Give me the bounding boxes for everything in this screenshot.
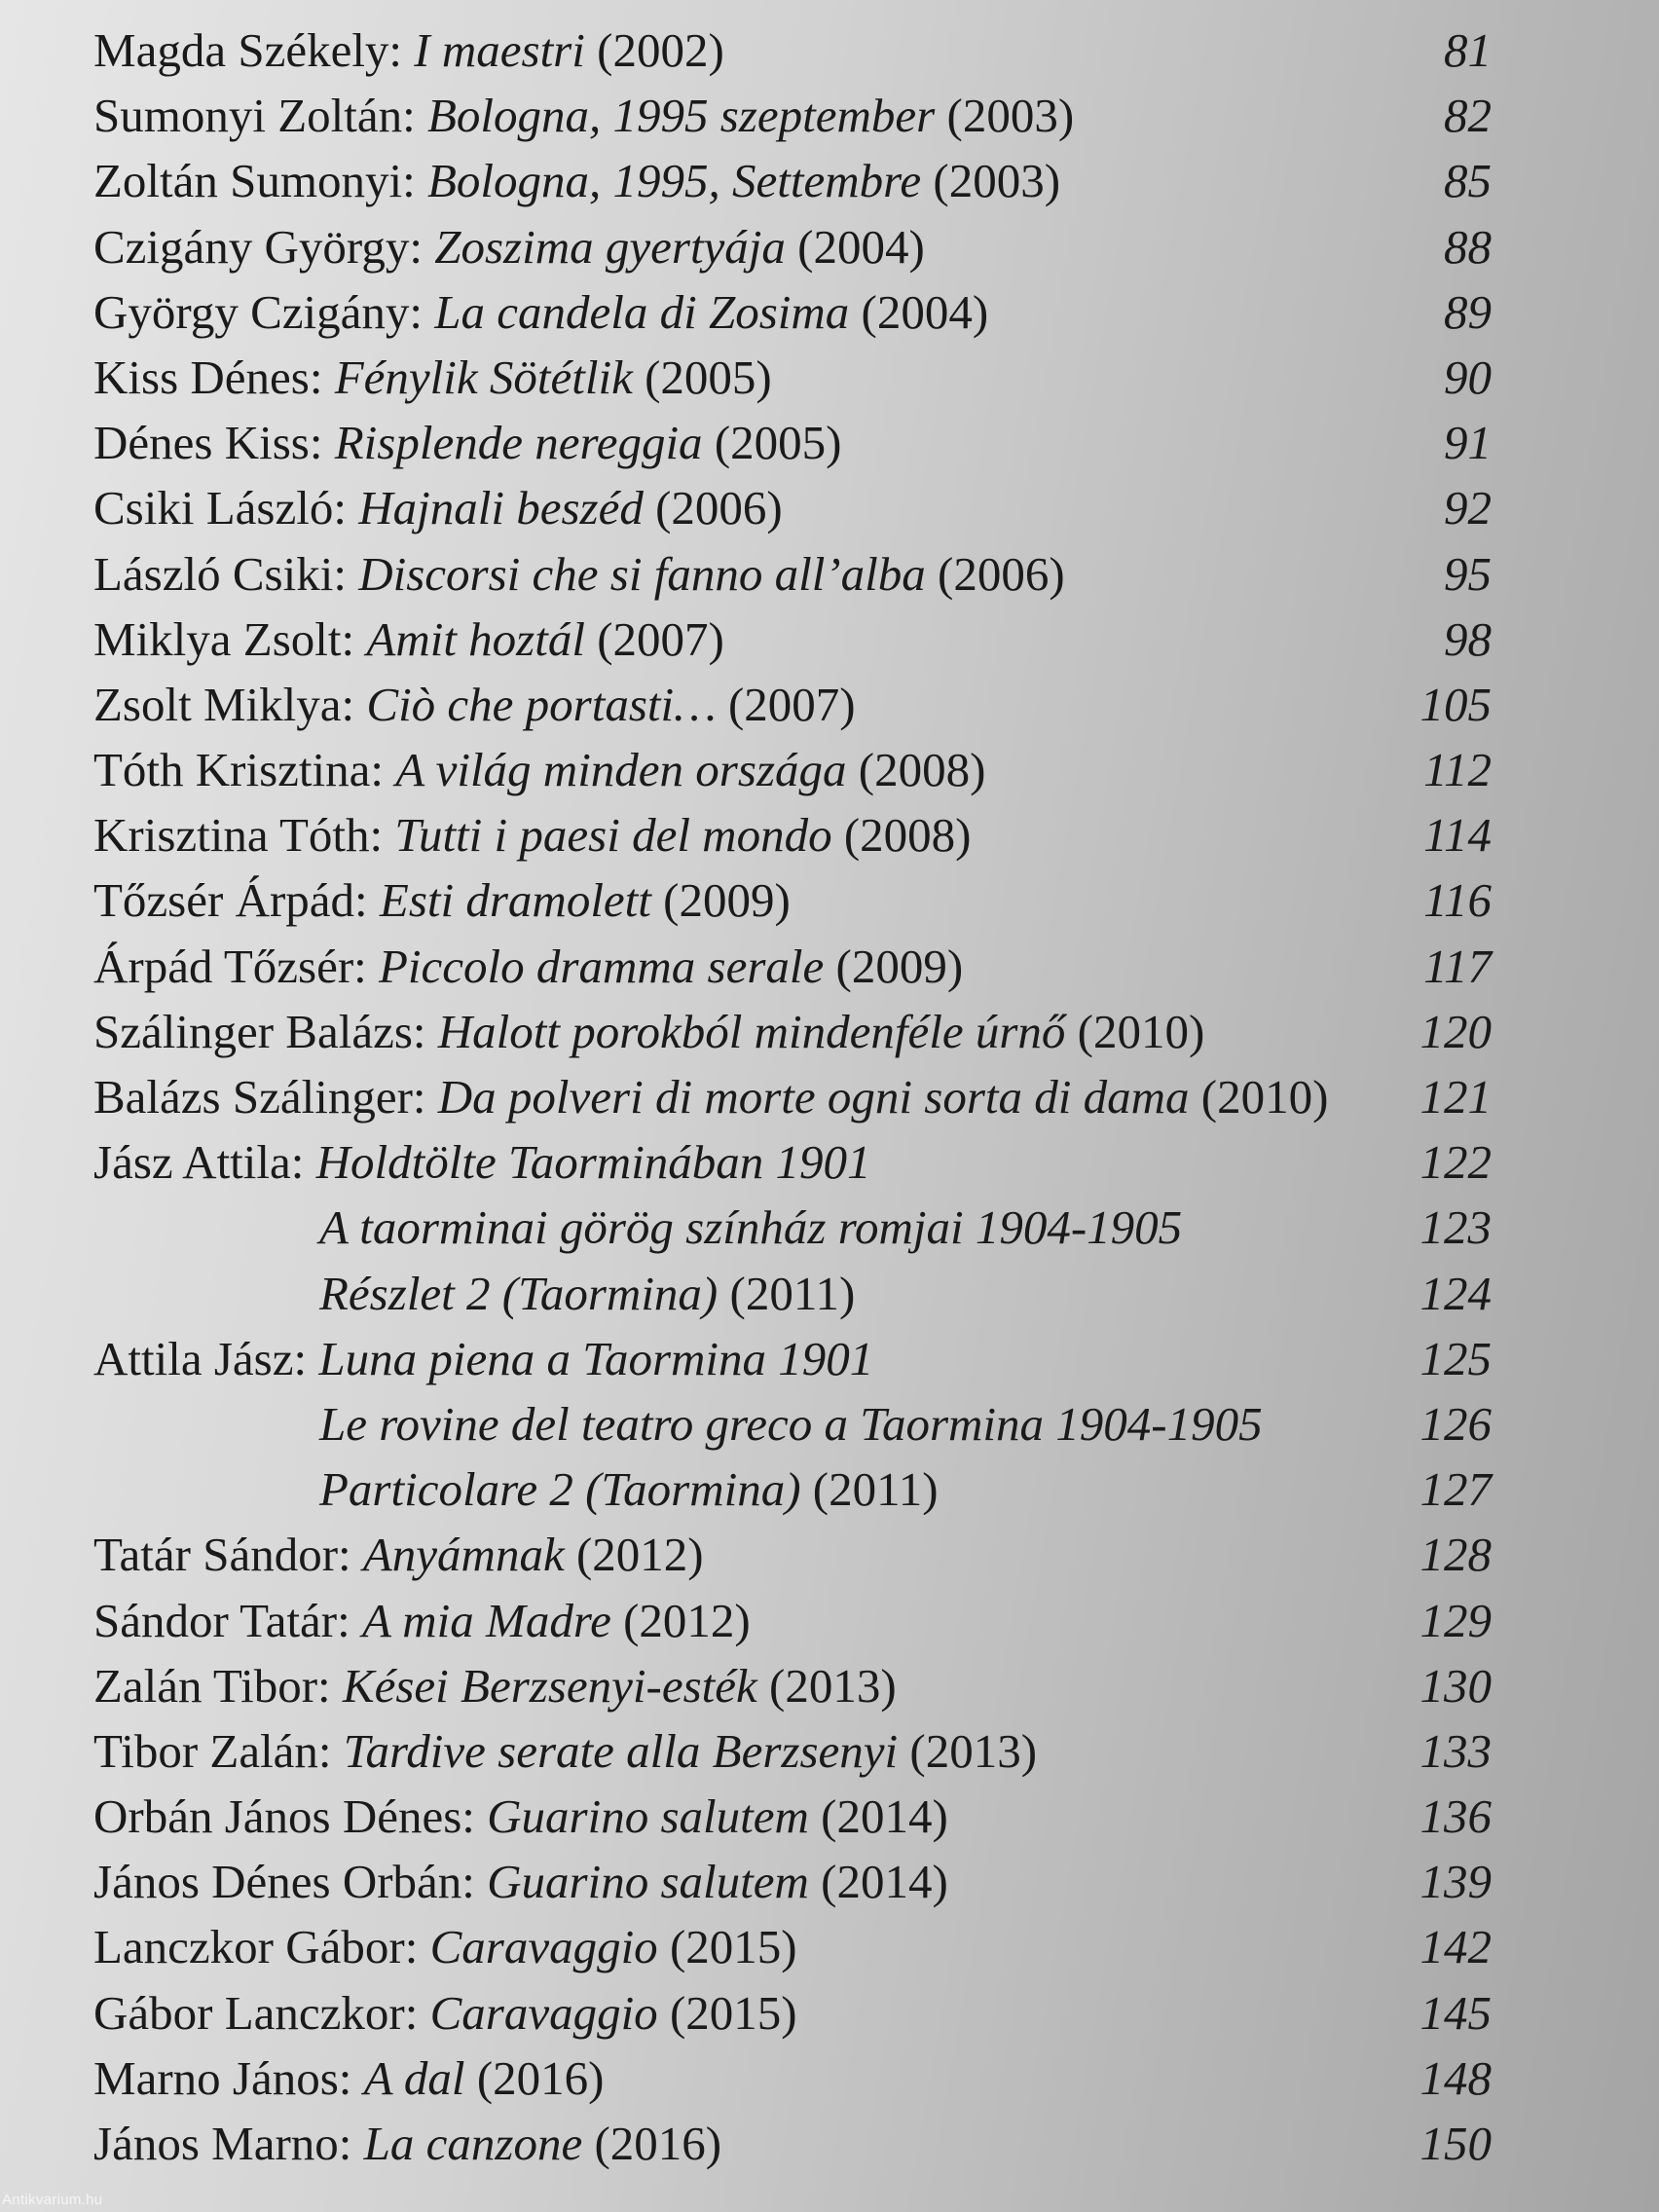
toc-entry bbox=[0, 1326, 1659, 1391]
toc-author: György Czigány: bbox=[93, 284, 435, 339]
toc-year: (2011) bbox=[718, 1266, 856, 1320]
toc-year: (2003) bbox=[935, 89, 1075, 143]
toc-title: Halott porokból mindenféle úrnő bbox=[437, 1004, 1066, 1058]
toc-year: (2016) bbox=[582, 2117, 722, 2170]
toc-year: (2006) bbox=[643, 481, 783, 535]
toc-title: Caravaggio bbox=[429, 1920, 658, 1974]
toc-author: Dénes Kiss: bbox=[93, 416, 335, 470]
toc-year: (2010) bbox=[1065, 1004, 1205, 1058]
toc-entry bbox=[0, 1718, 1659, 1784]
toc-page-number: 125 bbox=[1419, 1331, 1492, 1385]
toc-entry bbox=[0, 18, 1659, 83]
toc-year: (2015) bbox=[657, 1985, 797, 2040]
toc-page-number: 139 bbox=[1419, 1855, 1492, 1909]
toc-author: Szálinger Balázs: bbox=[93, 1004, 438, 1058]
toc-year: (2008) bbox=[831, 808, 972, 863]
toc-entry bbox=[0, 1391, 1659, 1456]
toc-title: A mia Madre bbox=[361, 1593, 611, 1647]
table-of-contents bbox=[0, 18, 1659, 2176]
toc-page-number: 116 bbox=[1423, 873, 1492, 928]
toc-entry-text bbox=[93, 1849, 948, 1914]
toc-entry-text bbox=[93, 148, 1060, 213]
toc-page-number: 127 bbox=[1419, 1462, 1492, 1517]
toc-page-number: 136 bbox=[1419, 1789, 1492, 1844]
toc-entry bbox=[0, 999, 1659, 1064]
toc-title: Hajnali beszéd bbox=[358, 481, 644, 535]
toc-entry-text bbox=[93, 999, 1204, 1064]
toc-page-number: 95 bbox=[1444, 546, 1492, 601]
toc-author: Árpád Tőzsér: bbox=[93, 939, 379, 993]
toc-title: Bologna, 1995, Settembre bbox=[427, 154, 922, 208]
toc-year: (2009) bbox=[824, 939, 964, 993]
toc-page-number: 122 bbox=[1419, 1135, 1492, 1190]
toc-entry-text bbox=[319, 1391, 1263, 1456]
toc-author: Sumonyi Zoltán: bbox=[93, 89, 427, 143]
toc-title: Tutti i paesi del mondo bbox=[394, 808, 832, 863]
toc-entry bbox=[0, 1456, 1659, 1522]
toc-year: (2004) bbox=[849, 284, 989, 339]
toc-author: Magda Székely: bbox=[93, 23, 415, 77]
toc-year: (2002) bbox=[584, 23, 724, 77]
toc-entry bbox=[0, 1914, 1659, 1979]
toc-page-number: 88 bbox=[1444, 219, 1492, 274]
toc-entry bbox=[0, 737, 1659, 802]
toc-author: Krisztina Tóth: bbox=[93, 808, 395, 863]
toc-title: Piccolo dramma serale bbox=[379, 939, 825, 993]
toc-page-number: 142 bbox=[1419, 1920, 1492, 1974]
toc-page-number: 121 bbox=[1419, 1070, 1492, 1124]
toc-page-number: 148 bbox=[1419, 2050, 1492, 2105]
toc-title: Anyámnak bbox=[362, 1528, 565, 1582]
toc-title: La candela di Zosima bbox=[434, 284, 850, 339]
toc-page-number: 114 bbox=[1423, 808, 1492, 863]
toc-page-number: 81 bbox=[1444, 23, 1492, 77]
toc-author: Zsolt Miklya: bbox=[93, 677, 367, 731]
toc-entry-text bbox=[93, 1653, 897, 1718]
toc-entry-text bbox=[93, 1718, 1037, 1784]
toc-page-number: 133 bbox=[1419, 1723, 1492, 1778]
toc-year: (2005) bbox=[702, 416, 842, 470]
toc-author: Jász Attila: bbox=[93, 1135, 316, 1190]
toc-author: Marno János: bbox=[93, 2050, 364, 2105]
toc-entry bbox=[0, 541, 1659, 607]
toc-page-number: 117 bbox=[1423, 939, 1492, 993]
toc-entry-text bbox=[93, 1326, 873, 1391]
toc-entry bbox=[0, 1522, 1659, 1587]
toc-entry bbox=[0, 934, 1659, 999]
toc-entry-text bbox=[93, 1064, 1328, 1129]
toc-entry-text bbox=[93, 1784, 948, 1849]
toc-entry-text bbox=[93, 1522, 704, 1587]
toc-title: Da polveri di morte ogni sorta di dama bbox=[437, 1070, 1190, 1124]
toc-title: La canzone bbox=[363, 2117, 583, 2170]
toc-entry bbox=[0, 1588, 1659, 1653]
toc-title: Le rovine del teatro greco a Taormina 1904-1905 bbox=[319, 1396, 1263, 1451]
toc-entry-text bbox=[93, 1588, 751, 1653]
toc-title: Zoszima gyertyája bbox=[434, 219, 786, 274]
toc-title: Részlet 2 (Taormina) bbox=[319, 1266, 719, 1320]
toc-author: Balázs Szálinger: bbox=[93, 1070, 438, 1124]
toc-entry bbox=[0, 1129, 1659, 1195]
toc-year: (2012) bbox=[610, 1593, 751, 1647]
toc-title: I maestri bbox=[414, 23, 585, 77]
toc-page-number: 105 bbox=[1419, 677, 1492, 731]
toc-entry-text bbox=[93, 345, 772, 410]
toc-entry-text bbox=[319, 1456, 939, 1522]
toc-year: (2005) bbox=[632, 350, 772, 404]
toc-title: Bologna, 1995 szeptember bbox=[427, 89, 936, 143]
toc-page-number: 130 bbox=[1419, 1658, 1492, 1713]
toc-year: (2014) bbox=[808, 1855, 948, 1909]
toc-title: A világ minden országa bbox=[395, 743, 847, 797]
toc-entry-text bbox=[93, 672, 856, 737]
toc-author: Csiki László: bbox=[93, 481, 359, 535]
toc-entry-text bbox=[93, 2111, 721, 2176]
toc-entry-text bbox=[93, 867, 791, 933]
toc-author: Orbán János Dénes: bbox=[93, 1789, 488, 1844]
toc-entry bbox=[0, 345, 1659, 410]
toc-page-number: 126 bbox=[1419, 1396, 1492, 1451]
toc-entry-text bbox=[93, 83, 1074, 148]
toc-entry-text bbox=[93, 279, 988, 345]
toc-entry bbox=[0, 1849, 1659, 1914]
toc-entry-text bbox=[93, 541, 1065, 607]
toc-page-number: 129 bbox=[1419, 1593, 1492, 1647]
toc-author: Zoltán Sumonyi: bbox=[93, 154, 427, 208]
toc-author: János Dénes Orbán: bbox=[93, 1855, 488, 1909]
toc-author: Zalán Tibor: bbox=[93, 1658, 343, 1713]
toc-page-number: 90 bbox=[1444, 350, 1492, 404]
toc-author: Attila Jász: bbox=[93, 1331, 319, 1385]
toc-title: Risplende nereggia bbox=[334, 416, 703, 470]
toc-title: A taorminai görög színház romjai 1904-1905 bbox=[319, 1200, 1183, 1255]
toc-author: Kiss Dénes: bbox=[93, 350, 335, 404]
toc-year: (2009) bbox=[650, 873, 791, 928]
toc-entry bbox=[0, 475, 1659, 540]
toc-year: (2004) bbox=[785, 219, 925, 274]
toc-year: (2016) bbox=[464, 2050, 605, 2105]
toc-entry-text bbox=[93, 214, 925, 279]
toc-entry bbox=[0, 1261, 1659, 1326]
toc-year: (2010) bbox=[1189, 1070, 1329, 1124]
toc-author: Miklya Zsolt: bbox=[93, 611, 367, 666]
toc-entry-text bbox=[93, 18, 724, 83]
toc-entry bbox=[0, 672, 1659, 737]
toc-page-number: 145 bbox=[1419, 1985, 1492, 2040]
toc-title: Luna piena a Taormina 1901 bbox=[318, 1331, 874, 1385]
toc-entry bbox=[0, 214, 1659, 279]
toc-page-number: 128 bbox=[1419, 1528, 1492, 1582]
toc-year: (2015) bbox=[657, 1920, 797, 1974]
toc-year: (2011) bbox=[800, 1462, 939, 1517]
toc-entry bbox=[0, 1784, 1659, 1849]
toc-page-number: 89 bbox=[1444, 284, 1492, 339]
toc-page-number: 123 bbox=[1419, 1200, 1492, 1255]
toc-page-number: 112 bbox=[1423, 743, 1492, 797]
toc-title: Amit hoztál bbox=[366, 611, 585, 666]
toc-page-number: 150 bbox=[1419, 2117, 1492, 2170]
toc-entry bbox=[0, 410, 1659, 475]
toc-title: Discorsi che si fanno all’alba bbox=[358, 546, 926, 601]
toc-title: A dal bbox=[363, 2050, 465, 2105]
toc-entry-text bbox=[93, 1914, 797, 1979]
watermark: Antikvarium.hu bbox=[2, 2192, 103, 2208]
toc-entry bbox=[0, 607, 1659, 672]
toc-entry-text bbox=[93, 1129, 871, 1195]
toc-entry bbox=[0, 1980, 1659, 2046]
toc-title: Fénylik Sötétlik bbox=[334, 350, 633, 404]
toc-title: Guarino salutem bbox=[487, 1789, 809, 1844]
toc-year: (2012) bbox=[564, 1528, 704, 1582]
toc-author: János Marno: bbox=[93, 2117, 364, 2170]
toc-entry-text bbox=[93, 607, 724, 672]
toc-entry-text bbox=[93, 475, 783, 540]
toc-entry-text bbox=[93, 1980, 797, 2046]
toc-year: (2008) bbox=[846, 743, 986, 797]
toc-title: Holdtölte Taorminában 1901 bbox=[315, 1135, 871, 1190]
toc-entry bbox=[0, 2046, 1659, 2111]
toc-author: Tóth Krisztina: bbox=[93, 743, 396, 797]
toc-author: László Csiki: bbox=[93, 546, 359, 601]
toc-entry bbox=[0, 1653, 1659, 1718]
toc-title: Guarino salutem bbox=[487, 1855, 809, 1909]
toc-year: (2007) bbox=[716, 677, 856, 731]
toc-page-number: 85 bbox=[1444, 154, 1492, 208]
toc-year: (2014) bbox=[808, 1789, 948, 1844]
toc-year: (2007) bbox=[584, 611, 724, 666]
toc-page-number: 92 bbox=[1444, 481, 1492, 535]
toc-page-number: 124 bbox=[1419, 1266, 1492, 1320]
toc-entry-text bbox=[319, 1261, 855, 1326]
toc-year: (2003) bbox=[921, 154, 1061, 208]
toc-entry-text bbox=[93, 802, 971, 867]
toc-entry bbox=[0, 1195, 1659, 1260]
toc-title: Ciò che portasti… bbox=[366, 677, 717, 731]
toc-author: Tatár Sándor: bbox=[93, 1528, 363, 1582]
toc-entry bbox=[0, 2111, 1659, 2176]
toc-author: Gábor Lanczkor: bbox=[93, 1985, 430, 2040]
toc-page-number: 120 bbox=[1419, 1004, 1492, 1058]
toc-year: (2006) bbox=[925, 546, 1065, 601]
toc-entry bbox=[0, 83, 1659, 148]
toc-page-number: 82 bbox=[1444, 89, 1492, 143]
toc-year: (2013) bbox=[898, 1723, 1038, 1778]
toc-entry bbox=[0, 1064, 1659, 1129]
toc-title: Tardive serate alla Berzsenyi bbox=[343, 1723, 899, 1778]
toc-title: Particolare 2 (Taormina) bbox=[319, 1462, 801, 1517]
toc-entry-text bbox=[93, 2046, 604, 2111]
toc-title: Kései Berzsenyi-esték bbox=[342, 1658, 757, 1713]
toc-page-number: 91 bbox=[1444, 416, 1492, 470]
toc-author: Tibor Zalán: bbox=[93, 1723, 344, 1778]
toc-entry bbox=[0, 867, 1659, 933]
toc-entry-text bbox=[93, 737, 985, 802]
toc-title: Esti dramolett bbox=[379, 873, 651, 928]
toc-title: Caravaggio bbox=[429, 1985, 658, 2040]
toc-entry bbox=[0, 802, 1659, 867]
toc-entry-text bbox=[93, 410, 841, 475]
toc-entry-text bbox=[93, 934, 963, 999]
toc-page-number: 98 bbox=[1444, 611, 1492, 666]
toc-year: (2013) bbox=[756, 1658, 897, 1713]
toc-entry bbox=[0, 148, 1659, 213]
toc-author: Tőzsér Árpád: bbox=[93, 873, 380, 928]
toc-author: Sándor Tatár: bbox=[93, 1593, 362, 1647]
toc-entry-text bbox=[319, 1195, 1182, 1260]
toc-author: Lanczkor Gábor: bbox=[93, 1920, 430, 1974]
toc-author: Czigány György: bbox=[93, 219, 435, 274]
toc-entry bbox=[0, 279, 1659, 345]
